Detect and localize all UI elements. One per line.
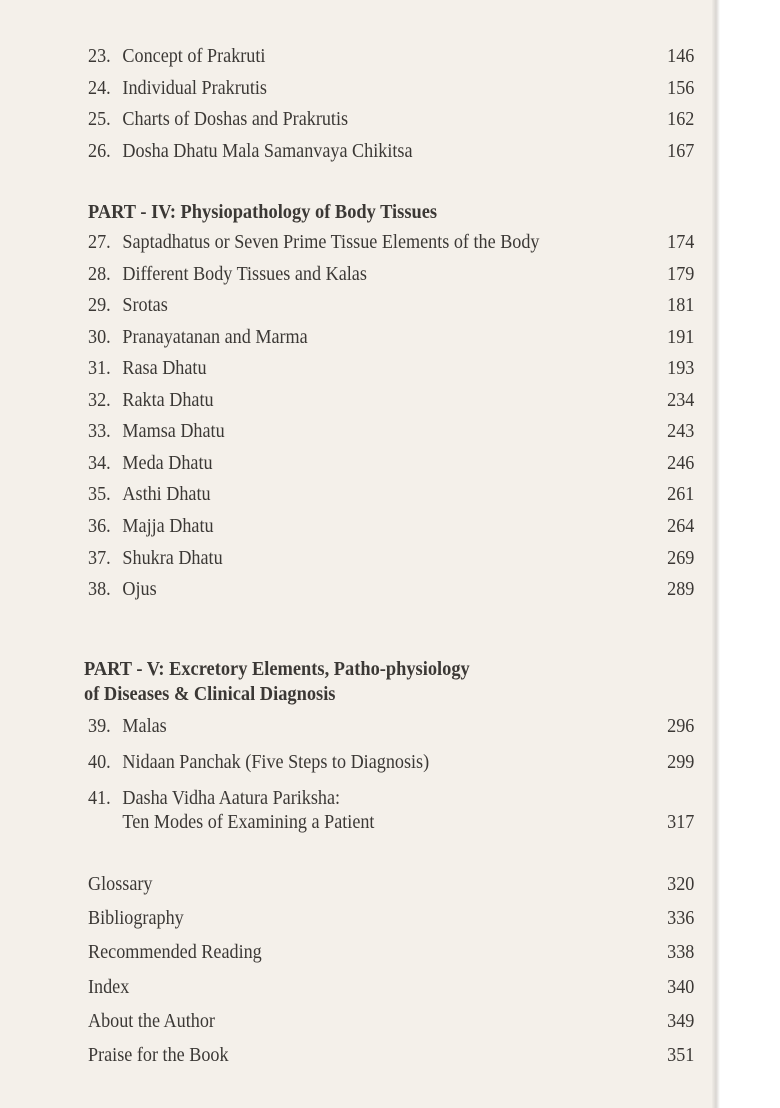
toc-entry[interactable]: [88, 230, 695, 256]
toc-entry-num: 38.: [88, 579, 111, 601]
toc-entry-num: 28.: [88, 263, 111, 285]
toc-entry-num: 32.: [88, 389, 111, 411]
part-iv-heading: PART - IV: Physiopathology of Body Tissues: [88, 201, 438, 223]
toc-entry-title: Mamsa Dhatu: [122, 421, 225, 443]
toc-entry-num: 26.: [88, 140, 111, 162]
toc-entry-num: 27.: [88, 232, 111, 253]
toc-entry-num: 23.: [88, 46, 111, 67]
toc-entry-page: 261: [667, 484, 695, 506]
toc-entry-page: 234: [667, 389, 695, 411]
toc-entry-num: 30.: [88, 326, 111, 348]
toc-entry-num: 29.: [88, 295, 111, 317]
toc-entry-page: 351: [667, 1045, 695, 1066]
toc-entry-title: Nidaan Panchak (Five Steps to Diagnosis): [122, 752, 430, 773]
toc-entry-page: 162: [667, 109, 695, 130]
toc-entry-title: Individual Prakrutis: [122, 77, 267, 99]
toc-entry-page: 340: [667, 976, 695, 998]
toc-entry-page: 320: [667, 874, 695, 895]
toc-entry-num: 36.: [88, 515, 111, 537]
toc-entry-page: 181: [667, 295, 695, 317]
toc-entry[interactable]: [88, 786, 653, 812]
toc-entry-page: 336: [667, 908, 695, 930]
toc-entry[interactable]: [88, 451, 695, 477]
toc-entry-title: Srotas: [122, 295, 168, 317]
toc-entry-page: 264: [667, 515, 695, 537]
toc-entry-title: Saptadhatus or Seven Prime Tissue Elements of the Body: [122, 232, 540, 253]
toc-entry-page: 146: [667, 46, 695, 67]
toc-entry[interactable]: [88, 1009, 695, 1035]
toc-entry-title: Glossary: [88, 874, 153, 895]
toc-entry[interactable]: [88, 262, 695, 288]
toc-entry[interactable]: [88, 293, 695, 319]
toc-entry-page: 156: [667, 77, 695, 99]
toc-entry[interactable]: [88, 750, 695, 776]
toc-entry[interactable]: [88, 975, 695, 1001]
toc-entry-page: 299: [667, 752, 695, 773]
toc-entry-page: 338: [667, 942, 695, 964]
toc-entry-title: Ojus: [122, 579, 157, 601]
toc-entry[interactable]: [88, 482, 695, 508]
toc-entry-title: About the Author: [88, 1010, 215, 1032]
toc-entry-title: Asthi Dhatu: [122, 484, 211, 506]
toc-entry-num: 31.: [88, 358, 111, 380]
part-v-heading-line1: PART - V: Excretory Elements, Patho-physiology: [84, 658, 470, 680]
toc-entry-num: 25.: [88, 109, 111, 130]
toc-entry-title: Shukra Dhatu: [122, 547, 223, 569]
toc-entry[interactable]: [88, 906, 695, 932]
toc-entry-title: Rakta Dhatu: [122, 389, 214, 411]
toc-entry[interactable]: [88, 940, 695, 966]
toc-entry-page: 246: [667, 452, 695, 474]
toc-entry[interactable]: [88, 419, 695, 445]
toc-entry-title: Dosha Dhatu Mala Samanvaya Chikitsa: [122, 140, 413, 162]
toc-entry[interactable]: [88, 810, 695, 836]
toc-entry-title: Charts of Doshas and Prakrutis: [122, 109, 349, 130]
toc-entry-num: 35.: [88, 484, 111, 506]
toc-entry-page: 269: [667, 547, 695, 569]
toc-entry-title: Different Body Tissues and Kalas: [122, 263, 367, 285]
toc-entry[interactable]: [88, 714, 695, 740]
toc-entry-num: 41.: [88, 788, 111, 809]
toc-entry-title: Bibliography: [88, 908, 184, 930]
toc-entry[interactable]: [88, 1043, 695, 1069]
page-edge: [712, 0, 720, 1108]
toc-entry-title: Praise for the Book: [88, 1045, 229, 1066]
toc-entry-title: Pranayatanan and Marma: [122, 326, 308, 348]
toc-entry[interactable]: [88, 44, 695, 70]
toc-entry[interactable]: [88, 388, 695, 414]
toc-entry-num: 39.: [88, 716, 111, 737]
toc-entry[interactable]: [88, 577, 695, 603]
toc-entry-page: 174: [667, 232, 695, 253]
toc-entry-page: 193: [667, 358, 695, 380]
toc-entry-title: Meda Dhatu: [122, 452, 213, 474]
toc-entry[interactable]: [88, 139, 695, 165]
toc-entry-num: 24.: [88, 77, 111, 99]
toc-entry-page: 167: [667, 140, 695, 162]
toc-entry-title: Index: [88, 976, 130, 998]
toc-entry-num: 34.: [88, 452, 111, 474]
toc-entry[interactable]: [88, 514, 695, 540]
toc-entry-page: 243: [667, 421, 695, 443]
toc-entry[interactable]: [88, 546, 695, 572]
toc-entry-page: 191: [667, 326, 695, 348]
toc-entry-num: 33.: [88, 421, 111, 443]
toc-entry-title: Dasha Vidha Aatura Pariksha:: [122, 788, 341, 809]
toc-entry-title: Malas: [122, 716, 167, 737]
toc-entry-page: 296: [667, 716, 695, 737]
toc-entry-page: 317: [667, 812, 695, 833]
toc-entry[interactable]: [88, 107, 695, 133]
toc-entry-title: Rasa Dhatu: [122, 358, 207, 380]
toc-entry[interactable]: [88, 872, 695, 898]
toc-entry[interactable]: [88, 76, 695, 102]
toc-entry-title: Recommended Reading: [88, 942, 262, 964]
toc-entry[interactable]: [88, 325, 695, 351]
toc-entry-num: 37.: [88, 547, 111, 569]
toc-entry-page: 289: [667, 579, 695, 601]
toc-entry-page: 349: [667, 1010, 695, 1032]
toc-entry-title: Ten Modes of Examining a Patient: [122, 812, 375, 833]
part-v-heading-line2: of Diseases & Clinical Diagnosis: [84, 683, 336, 705]
toc-entry-title: Majja Dhatu: [122, 515, 214, 537]
toc-entry-num: 40.: [88, 752, 111, 773]
toc-entry-title: Concept of Prakruti: [122, 46, 266, 67]
toc-entry[interactable]: [88, 356, 695, 382]
toc-entry-page: 179: [667, 263, 695, 285]
